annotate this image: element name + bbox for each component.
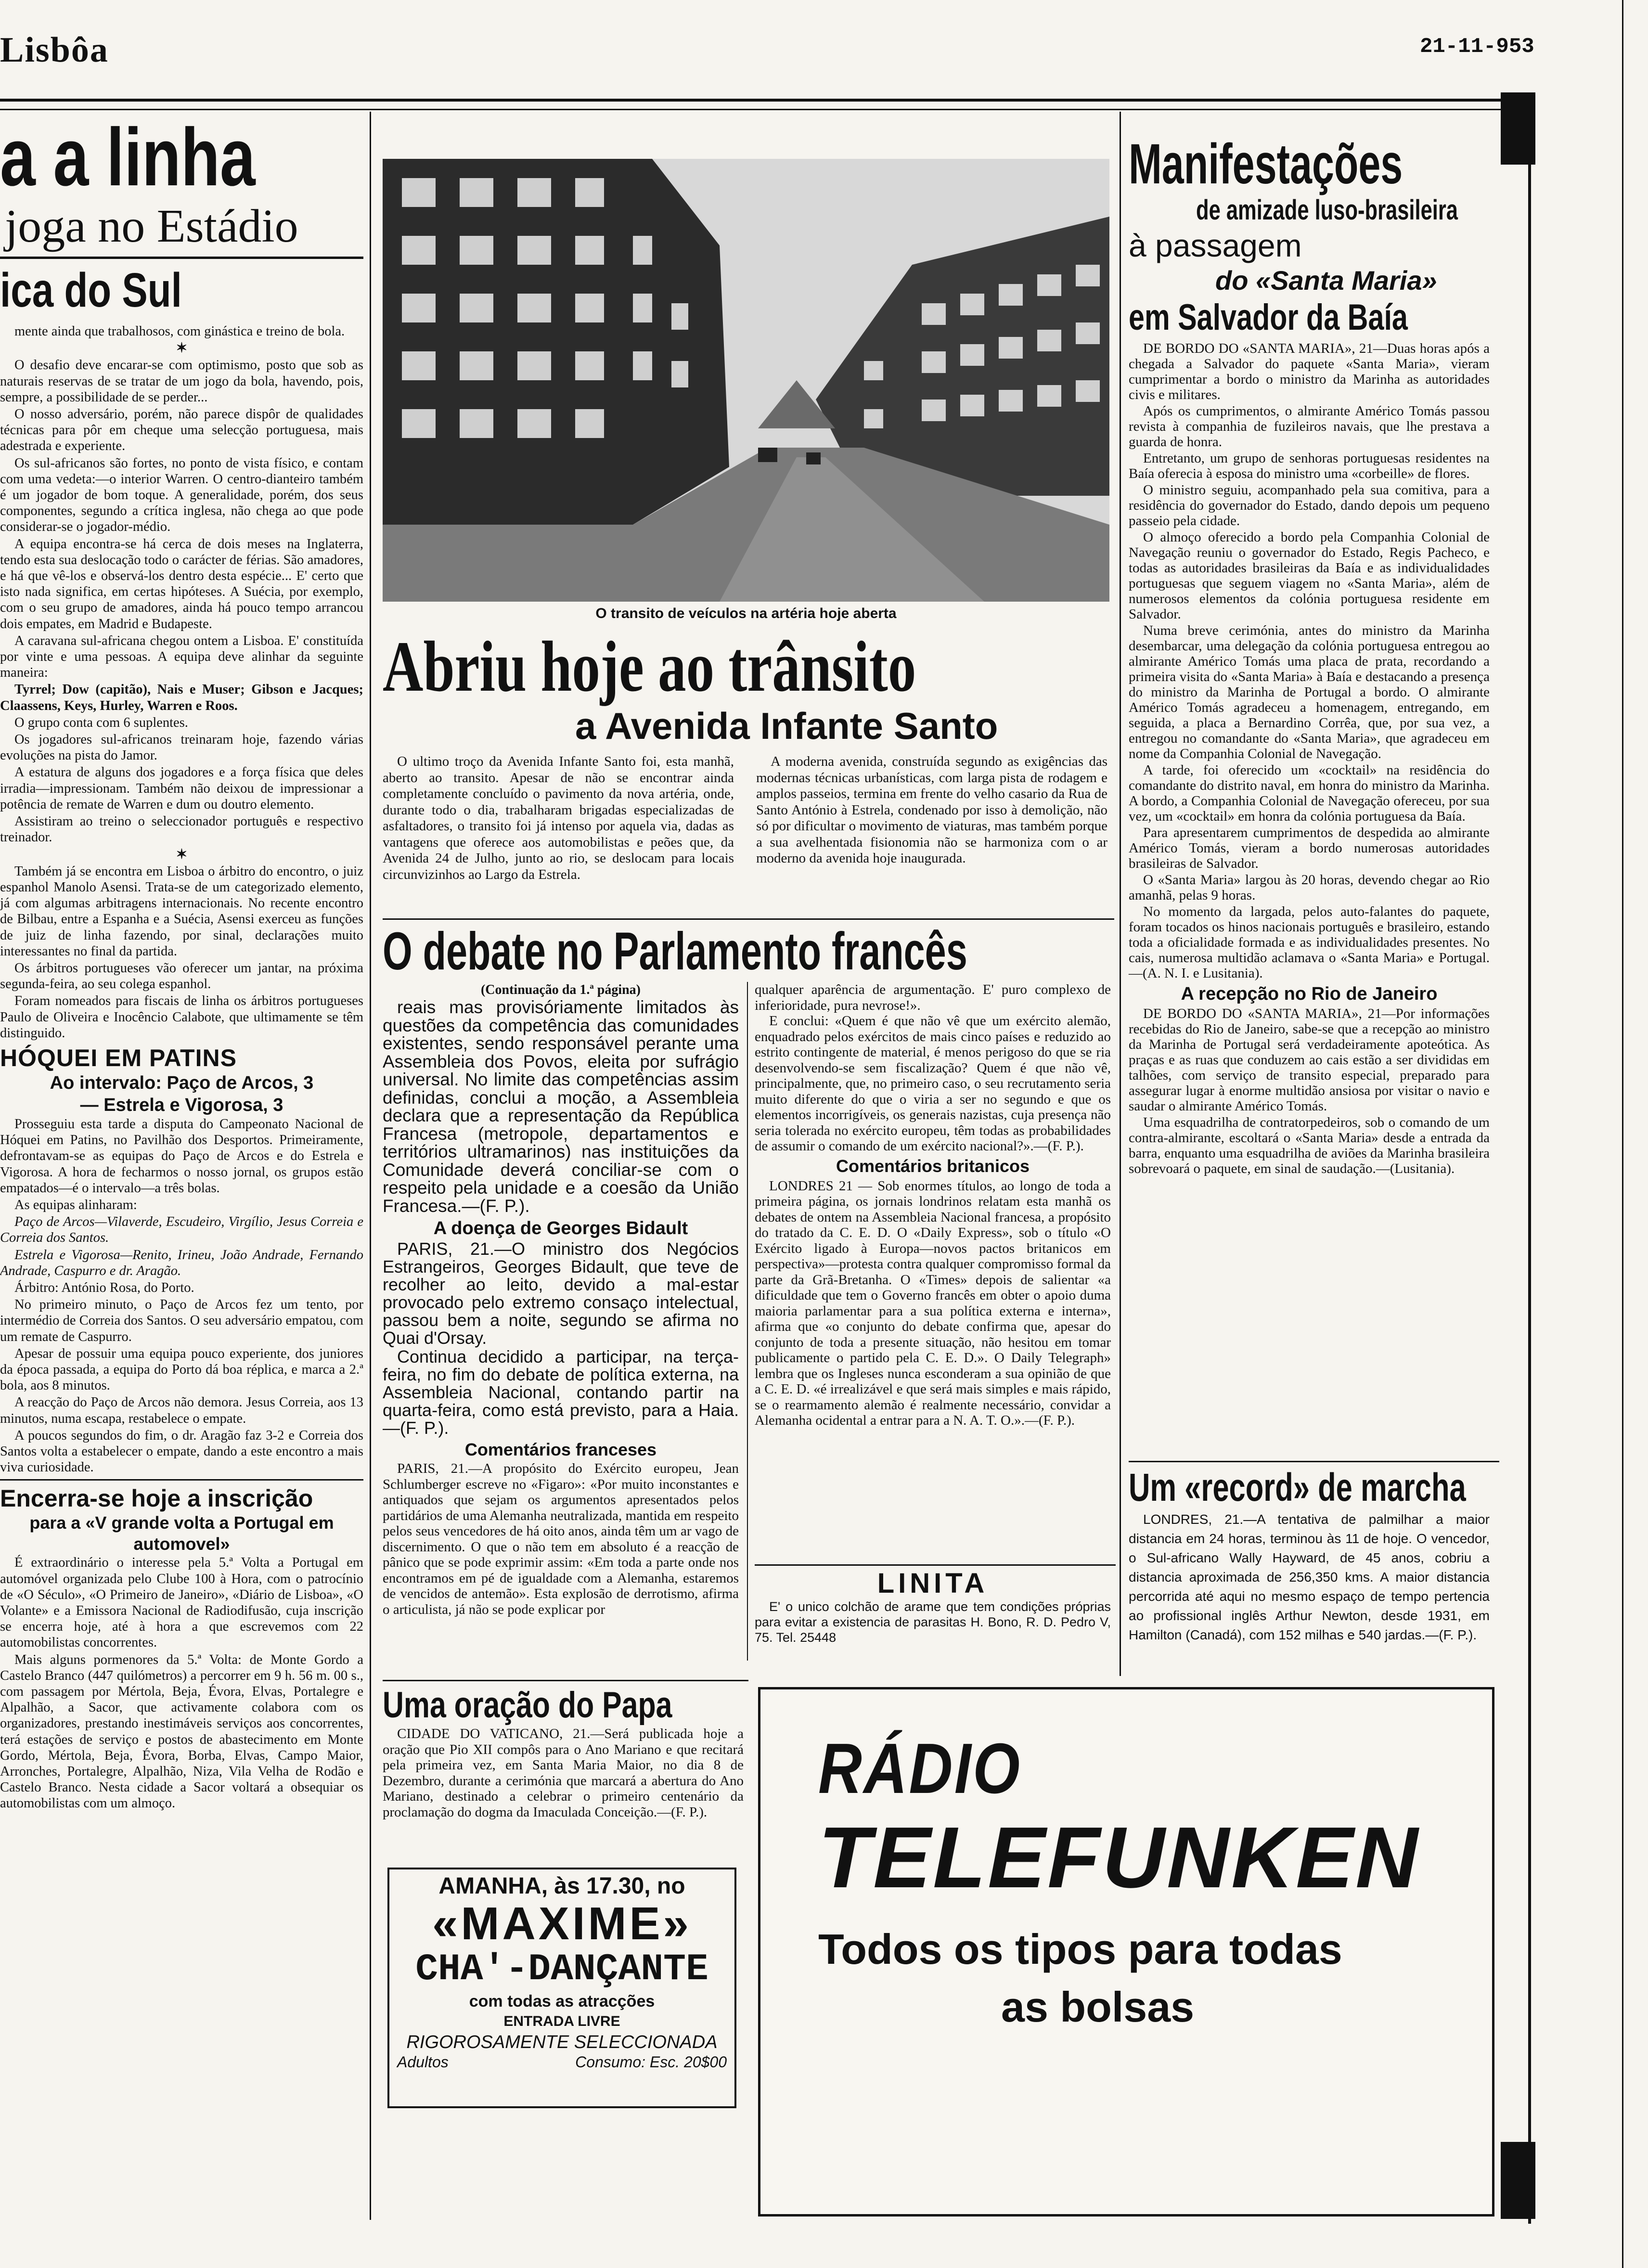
inscricao-title: Encerra-se hoje a inscrição — [0, 1485, 313, 1512]
team-lineup: Tyrrel; Dow (capitão), Nais e Muser; Gibson e Jacques; Claassens, Keys, Hurley, Warren e Roos. — [0, 682, 363, 713]
maxime-price: Consumo: Esc. 20$00 — [575, 2053, 727, 2071]
rio-title: A recepção no Rio de Janeiro — [1181, 984, 1438, 1004]
section-rule — [383, 918, 1114, 920]
left-column — [0, 112, 363, 1813]
column-rule — [370, 112, 371, 2220]
manifestacoes-article — [1129, 132, 1490, 1177]
paragraph: O grupo conta com 6 suplentes. — [14, 715, 188, 730]
paragraph: A poucos segundos do fim, o dr. Aragão faz 3-2 e Correia dos Santos volta a estabelecer o empate, dando a este encontro a mais viva curiosidade. — [0, 1428, 363, 1475]
debate-continuation: (Continuação da 1.ª página) — [480, 982, 641, 997]
paragraph: É extraordinário o interesse pela 5.ª Volta a Portugal em automóvel organizada pelo Clube 100 à Hora, com o patrocínio de «O Século», «O Primeiro de Janeiro», «Diário de Lisboa», «O Volante» e a Emissora Nacional de Radiodifusão, cuja inscrição se encerra hoje, até à hora a que escrevemos com 22 automobilistas concorrentes. — [0, 1555, 363, 1650]
record-article — [1129, 1466, 1490, 1645]
hoquei-section — [0, 1044, 363, 1475]
paragraph: Uma esquadrilha de contratorpedeiros, sob o comando de um contra-almirante, escoltará o «Santa Maria» desde a entrada da barra, enquanto uma esquadrilha de aviões da Marinha brasileira sobrevoará o paquete, em sinal de saudação.—(Lusitania). — [1129, 1115, 1490, 1176]
maxime-line-6: RIGOROSAMENTE SELECCIONADA — [406, 2032, 718, 2052]
street-photo — [383, 159, 1109, 602]
maxime-name-text: «MAXIME» — [432, 1898, 692, 1949]
papa-article — [383, 1685, 744, 1820]
separator-star: ✶ — [176, 847, 188, 862]
inscricao-subtitle: para a «V grande volta a Portugal em automovel» — [29, 1513, 334, 1554]
hoquei-subtitle-2: — Estrela e Vigorosa, 3 — [80, 1095, 283, 1115]
paragraph: Mais alguns pormenores da 5.ª Volta: de Monte Gordo a Castelo Branco (447 quilómetros) a percorrer em 9 h. 56 m. 00 s., com passagem por Mértola, Beja, Évora, Elvas, Portalegre e Alpalhão, a Sacor, que activamente colabora com os organizadores, prestando inestimáveis serviços aos concorrentes, terá estações de serviço e postos de abastecimento em Monte Gordo, Mértola, Beja, Évora, Borba, Elvas, Campo Maior, Arronches, Portalegre, Alpalhão, Niza, Vila Velha de Rodão e Castelo Branco. Nesta cidade a Sacor voltará a obsequiar os automobilistas com um almoço. — [0, 1652, 363, 1811]
debate-col-2 — [755, 982, 1111, 1429]
left-headline-2: joga no Estádio — [5, 200, 298, 252]
maxime-line-3: CHA'-DANÇANTE — [415, 1948, 708, 1991]
paragraph: Paço de Arcos—Vilaverde, Escudeiro, Virgílio, Jesus Correia e Correia dos Santos. — [0, 1214, 363, 1246]
inscricao-section — [0, 1484, 363, 1811]
paragraph: Prosseguiu esta tarde a disputa do Campeonato Nacional de Hóquei em Patins, no Pavilhão dos Desportos. Primeiramente, defrontavam-se as equipas do Paço de Arcos e do Estrela e Vigorosa. A hora de fecharmos o nosso jornal, os grupos estão empatados—é o intervalo—a três bolas. — [0, 1116, 363, 1196]
paragraph: Os árbitros portugueses vão oferecer um jantar, na próxima segunda-feira, ao seu colega espanhol. — [0, 960, 363, 992]
left-article-body — [0, 323, 363, 1041]
paragraph: No primeiro minuto, o Paço de Arcos fez um tento, por intermédio de Correia dos Santos. O seu adversário empatou, com um remate de Caspurro. — [0, 1297, 363, 1344]
fr-comments-title: Comentários franceses — [464, 1440, 657, 1459]
rio-body — [1129, 1006, 1490, 1176]
paragraph: O nosso adversário, porém, não parece dispôr de qualidades técnicas para pôr em cheque uma selecção portuguesa, mais adestrada e experiente. — [0, 407, 363, 454]
bidault-title: A doença de Georges Bidault — [433, 1218, 688, 1238]
avenida-title-1: Abriu hoje ao trânsito — [383, 627, 916, 707]
paragraph: Após os cumprimentos, o almirante Américo Tomás passou revista à companhia de fuzileiros navais, que lhe prestava a guarda de honra. — [1129, 403, 1490, 450]
radio-line-4: as bolsas — [1001, 1983, 1195, 2031]
photo-illustration — [383, 159, 1109, 602]
masthead-rule-thin — [0, 109, 1535, 110]
paragraph: O desafio deve encarar-se com optimismo, posto que sob as naturais reservas de se tratar de um jogo da bola, havendo, pois, sempre, a possibilidade de se perder... — [0, 358, 363, 405]
br-comments-title: Comentários britanicos — [836, 1156, 1030, 1176]
paragraph: O ministro seguiu, acompanhado pela sua comitiva, para a residência do governador do Estado, dando depois um pequeno passeio pela cidade. — [1129, 482, 1490, 528]
linita-ad — [755, 1568, 1111, 1645]
right-edge-rule — [1528, 96, 1531, 2224]
radio-line-3: Todos os tipos para todas — [818, 1925, 1342, 1973]
br-comments-text: LONDRES 21 — Sob enormes títulos, ao longo de toda a primeira página, os jornais londrinos relatam esta manhã os debates de ontem na Assembleia Nacional francesa, a propósito do tratado da C. E. D. O «Daily Express», sob o título «O Exército ligado à Europa—novos pactos britanicos em perspectiva»—protesta contra qualquer compromisso formal da parte da Grã-Bretanha. O «Times» depois de salientar «a dificuldade que tem o Governo francês em obter o apoio duma maioria parlamentar para a sua política externa e interna», afirma que «o conjunto do debate confirma que, apesar do conjunto de toda a presente situação, não hesitou em tomar publicamente o partido pela C. E. D.». O Daily Telegraph» lembra que os Ingleses nunca esconderam a sua opinião de que a C. E. D. «é irrealizável e que será mais simples e mais rápido, se o rearmamento alemão é realmente necessário, convidar a Alemanha ocidental a entrar para a N. A. T. O.».—(F. P.). — [755, 1178, 1111, 1428]
photo-caption: O transito de veículos na artéria hoje aberta — [595, 606, 897, 621]
maxime-line-5: ENTRADA LIVRE — [503, 2013, 620, 2029]
paragraph: PARIS, 21.—O ministro dos Negócios Estrangeiros, Georges Bidault, que teve de recolher ao leito, devido a mal-estar provocado pelo extremo consaço intelectual, passou bem a noite, segundo se afirma no Quai d'Orsay. — [383, 1239, 739, 1348]
masthead-date: 21-11-953 — [1420, 35, 1534, 59]
debate-title: O debate no Parlamento francês — [383, 922, 967, 981]
paragraph: O almoço oferecido a bordo pela Companhia Colonial de Navegação reuniu o governador do Estado, Regis Pacheco, e todas as autoridades brasileiras da Baía e as individualidades portuguesas que seguem viagem no «Santa Maria», além de numerosos elementos da colónia portuguesa residente em Salvador. — [1129, 529, 1490, 622]
manif-sub-2: à passagem — [1129, 228, 1302, 263]
debate-col2-text-b: E conclui: «Quem é que não vê que um exército alemão, enquadrado pelos exércitos de mais cinco países e reduzido ao estrito contingente de material, é menos perigoso do que se ria desenvolvendo-se sem fiscalização? Quem é que não vê, principalmente, que, no primeiro caso, o seu recrutamento seria muito diferente do que o viria a ser no segundo e que os elementos incorrigíveis, os generais nazistas, cuja presença não seria tolerada no exército europeu, têm todas as probabilidades de assumir o comando de um exército nacional?».—(F. P.). — [755, 1013, 1111, 1154]
paragraph: DE BORDO DO «SANTA MARIA», 21—Duas horas após a chegada a Salvador do paquete «Santa Maria», vieram cumprimentar a bordo o ministro da Marinha as autoridades civis e militares. — [1129, 341, 1490, 402]
manif-sub-4: em Salvador da Baía — [1129, 297, 1408, 338]
record-text: LONDRES, 21.—A tentativa de palmilhar a maior distancia em 24 horas, terminou às 11 de hoje. O vencedor, o Sul-africano Wally Hayward, de 45 anos, cobriu a distancia aproximada de 256,350 kms. A maior distancia percorrida até aqui no mesmo espaço de tempo pertencia ao profissional inglês Arthur Newton, desde 1931, em Hamilton (Canadá), com 152 milhas e 540 jardas.—(F. P.). — [1129, 1512, 1490, 1642]
paragraph: mente ainda que trabalhosos, com ginástica e treino de bola. — [14, 324, 345, 339]
debate-col2-text: qualquer aparência de argumentação. E' puro complexo de inferioridade, pura nevrose!». — [755, 982, 1111, 1013]
papa-text: CIDADE DO VATICANO, 21.—Será publicada hoje a oração que Pio XII compôs para o Ano Mariano e que recitará pela primeira vez, em Santa Maria Maior, no dia 8 de Dezembro, durante a cerimónia que marcará a abertura do Ano Mariano, destinado a celebrar o primeiro centenário da proclamação do dogma da Imaculada Conceição.—(F. P.). — [383, 1726, 744, 1820]
paragraph: A tarde, foi oferecido um «cocktail» na residência do comandante do distrito naval, em honra do ministro da Marinha. A bordo, a Companhia Colonial de Navegação ofereceu, por sua vez, um «cocktail» em honra da colónia portuguesa da Baía. — [1129, 762, 1490, 824]
maxime-line-1: AMANHA, às 17.30, no — [438, 1873, 685, 1899]
paragraph: A estatura de alguns dos jogadores e a força física que deles irradia—impressionam. Também não deixou de impressionar a potência de remate de Warren e dum ou doutro elemento. — [0, 765, 363, 812]
avenida-col-2: A moderna avenida, construída segundo as exigências das modernas técnicas urbanísticas, com larga pista de rodagem e amplos passeios, termina em frente do velho casario da Rua de Santo António à Estrela, condenado por isso à demolição, não só por dificultar o movimento de viaturas, mas também porque a sua avelhentada fisionomia não se harmoniza com o ar moderno da avenida hoje inaugurada. — [756, 754, 1107, 866]
section-rule — [755, 1564, 1116, 1566]
avenida-col-1: O ultimo troço da Avenida Infante Santo foi, esta manhã, aberto ao transito. Apesar de não se encontrar ainda completamente concluído o pavimento da nova artéria, onde, durante todo o dia, trabalharam brigadas especializadas de asfaltadores, o transito foi já intenso por aquela via, dadas as vantagens que oferece aos automobilistas e peões que, da Avenida 24 de Julho, junto ao rio, se deslocam para locais circunvizinhos ao Largo da Estrela. — [383, 754, 734, 882]
avenida-article — [383, 627, 1109, 883]
paragraph: Apesar de possuir uma equipa pouco experiente, dos juniores da época passada, a equipa do Porto dá boa réplica, e marca a 2.ª bola, aos 8 minutos. — [0, 1346, 363, 1393]
telefunken-ad — [758, 1687, 1494, 2216]
hoquei-subtitle-1: Ao intervalo: Paço de Arcos, 3 — [50, 1072, 314, 1093]
manif-sub-3: do «Santa Maria» — [1215, 265, 1437, 296]
paragraph: Os jogadores sul-africanos treinaram hoje, fazendo várias evoluções na pista do Jamor. — [0, 732, 363, 763]
paragraph: As equipas alinharam: — [14, 1197, 137, 1212]
headline-rule — [0, 257, 363, 259]
paragraph: Os sul-africanos são fortes, no ponto de vista físico, e contam com uma vedeta:—o interior Warren. O centro-dianteiro também é um jogador de bom toque. A generalidade, porém, dos seus componentes, segundo a crítica inglesa, não chega ao que pode considerar-se o jogador-médio. — [0, 455, 363, 535]
fr-comments-text: PARIS, 21.—A propósito do Exército europeu, Jean Schlumberger escreve no «Figaro»: «Por muito inconstantes e antiquados que sejam os argumentos apresentados pelos partidários de uma Alemanha neutralizada, mantida em respeito pelos seus vencedores de há oito anos, ainda têm um ar vago de discernimento. O que o não tem em absoluto é a reacção de pânico que se pode exprimir assim: «Em toda a parte onde nos encontramos em pé de igualdade com a Alemanha, estaremos de vencidos de antemão». Esta explosão de derrotismo, afirma o articulista, já não se pode explicar por — [383, 1461, 739, 1617]
paragraph: Assistiram ao treino o seleccionador português e respectivo treinador. — [0, 814, 363, 845]
maxime-line-4: com todas as atracções — [469, 1992, 655, 2010]
section-rule — [0, 1479, 363, 1481]
paragraph: Continua decidido a participar, na terça-feira, no fim do debate de política externa, na Assembleia Nacional, contando partir na quarta-feira, como está previsto, para a Haia.—(F. P.). — [383, 1347, 739, 1438]
hoquei-title: HÓQUEI EM PATINS — [0, 1044, 237, 1071]
masthead-title: Lisbôa — [0, 30, 109, 70]
paragraph: A caravana sul-africana chegou ontem a Lisboa. E' constituída por vinte e uma pessoas. A equipa deve alinhar da seguinte maneira: — [0, 633, 363, 681]
manif-body — [1129, 341, 1490, 981]
column-rule — [1120, 112, 1121, 1676]
paragraph: O «Santa Maria» largou às 20 horas, devendo chegar ao Rio amanhã, pelas 9 horas. — [1129, 872, 1490, 903]
maxime-ad — [387, 1868, 736, 2108]
paragraph: Estrela e Vigorosa—Renito, Irineu, João Andrade, Fernando Andrade, Caspurro e dr. Aragão. — [0, 1247, 363, 1278]
separator-star: ✶ — [176, 341, 188, 356]
paragraph: Árbitro: António Rosa, do Porto. — [14, 1280, 194, 1295]
maxime-name — [397, 1899, 727, 1948]
paragraph: A reacção do Paço de Arcos não demora. Jesus Correia, aos 13 minutos, numa escapa, restabelece o empate. — [0, 1395, 363, 1426]
manif-title: Manifestações — [1129, 132, 1403, 196]
radio-line-1: RÁDIO — [818, 1729, 1022, 1808]
paragraph: A equipa encontra-se há cerca de dois meses na Inglaterra, tendo esta sua deslocação todo o carácter de férias. São amadores, e há que vê-los e observá-los dentro desta espécie... E' certo que isto nada significa, em certas hipóteses. A Suécia, por exemplo, com o seu grupo de amadores, ainda há pouco tempo arrancou dois empates, em Madrid e Budapeste. — [0, 536, 363, 631]
linita-text: E' o unico colchão de arame que tem condições próprias para evitar a existencia de parasitas H. Bono, R. D. Pedro V, 75. Tel. 25448 — [755, 1599, 1111, 1645]
debate-article — [383, 923, 1119, 980]
left-headline-1: a a linha — [0, 112, 256, 203]
paragraph: Foram nomeados para fiscais de linha os árbitros portugueses Paulo de Oliveira e Inocêncio Calabote, que ultimamente se têm distinguido. — [0, 993, 363, 1041]
paragraph: Também já se encontra em Lisboa o árbitro do encontro, o juiz espanhol Manolo Asensi. Trata-se de um categorizado elemento, já com algumas arbitragens internacionais. No recente encontro de Bilbau, entre a Espanha e a Suécia, Asensi exerceu as funções de juiz de linha fazendo, por sinal, declarações muito interessantes no final da partida. — [0, 863, 363, 959]
avenida-title-2: a Avenida Infante Santo — [575, 705, 998, 747]
bidault-body — [383, 1240, 739, 1437]
manif-sub-1: de amizade luso-brasileira — [1196, 194, 1458, 226]
left-headline-3: ica do Sul — [0, 263, 182, 317]
section-rule — [383, 1680, 748, 1681]
paragraph: Entretanto, um grupo de senhoras portuguesas residentes na Baía oferecia à esposa do ministro uma «corbeille» de flores. — [1129, 451, 1490, 481]
paragraph: DE BORDO DO «SANTA MARIA», 21—Por informações recebidas do Rio de Janeiro, sabe-se que a recepção ao ministro da Marinha de Portugal será verdadeiramente apoteótica. As praças e as ruas que conduzem ao cais estão a ser divididas em talhões, com serviço de transito especial, preparado para assegurar lugar à enorme multidão ansiosa por visitar o navio e saudar o almirante Américo Tomás. — [1129, 1006, 1490, 1114]
papa-title: Uma oração do Papa — [383, 1685, 672, 1726]
inscricao-body — [0, 1555, 363, 1811]
maxime-adults: Adultos — [397, 2053, 449, 2071]
masthead-rule — [0, 99, 1535, 102]
paragraph: Para apresentarem cumprimentos de despedida ao almirante Américo Tomás, vieram a bordo numerosas autoridades brasileiras de Salvador. — [1129, 825, 1490, 871]
hoquei-body — [0, 1116, 363, 1475]
paragraph: Numa breve cerimónia, antes do ministro da Marinha desembarcar, uma delegação da colónia portuguesa entregou ao almirante Américo Tomás uma placa de prata, recordando a primeira visita do «Santa Maria» à Baía e destacando a presença do ministro da Marinha de Portugal a bordo. O almirante Américo Tomás agradeceu a homenagem, entregando, em seguida, a placa a Bernardino Corrêa, que, por sua vez, a entregou no comandante do «Santa Maria», que agradeceu em nome da Companhia Colonial de Navegação. — [1129, 623, 1490, 761]
radio-line-2: TELEFUNKEN — [818, 1809, 1420, 1906]
debate-col-1 — [383, 982, 739, 1617]
section-rule — [1129, 1461, 1499, 1462]
debate-col1-text: reais mas provisóriamente limitados às questões da competência das comunidades existentes, sendo responsável perante uma Assembleia dos Povos, eleita por sufrágio universal. No limite das competências assim definidas, conclui a moção, a Assembleia declara que a representação da República Francesa (metropole, departamentos e territórios ultramarinos) nas instituições da Comunidade deverá conciliar-se com o respeito pela unidade e a coesão da União Francesa.—(F. P.). — [383, 997, 739, 1216]
linita-title: LINITA — [877, 1568, 989, 1599]
paragraph: No momento da largada, pelos auto-falantes do paquete, foram tocados os hinos nacionais português e brasileiro, estando toda a oficialidade formada e as individualidades presentes. No cais, numerosa multidão aclamava o «Santa Maria» e Portugal.—(A. N. I. e Lusitania). — [1129, 904, 1490, 981]
record-title: Um «record» de marcha — [1129, 1466, 1466, 1509]
right-edge-rule-thin — [1622, 0, 1623, 2268]
column-rule — [747, 982, 748, 1661]
